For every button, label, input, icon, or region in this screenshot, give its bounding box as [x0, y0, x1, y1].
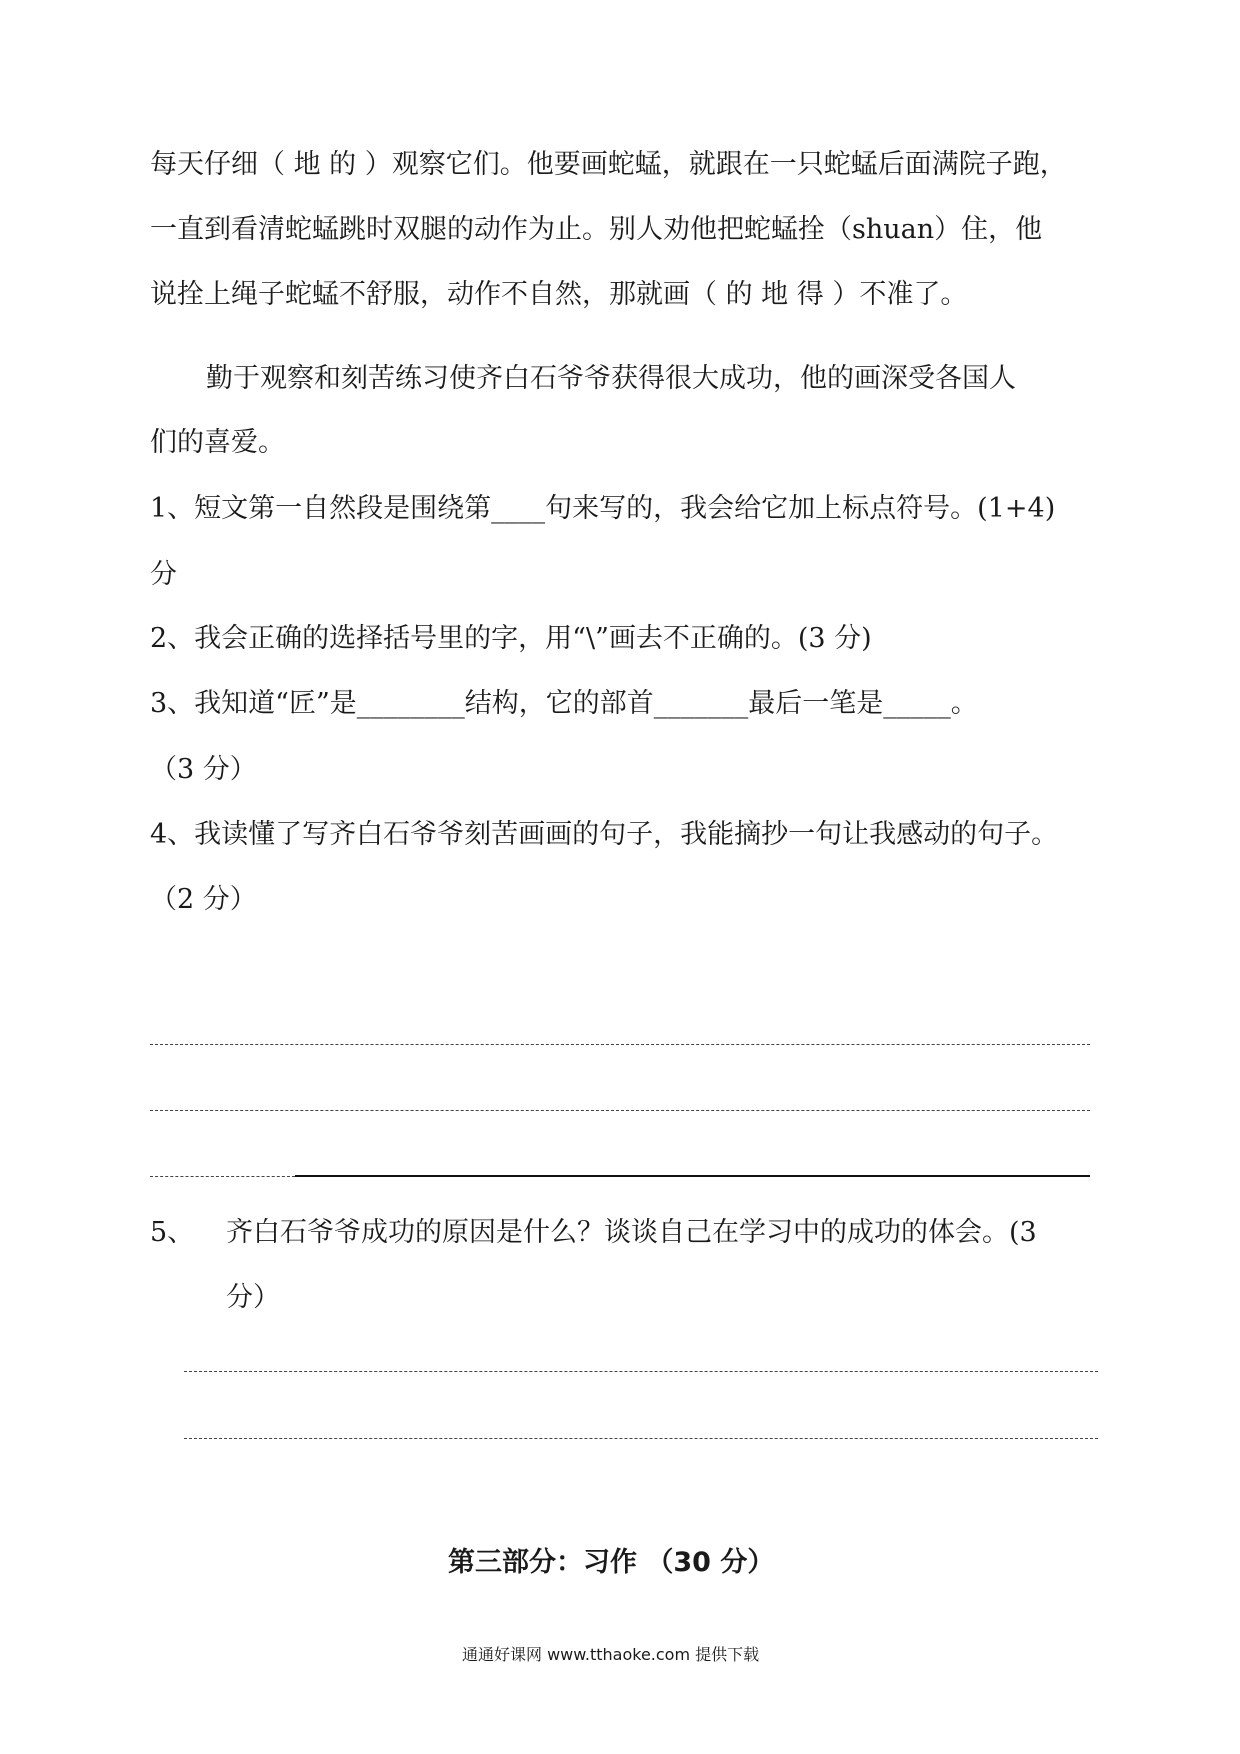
answer-line-q4-1[interactable]	[150, 1044, 1090, 1045]
question-1-line-1: 1、短文第一自然段是围绕第____句来写的，我会给它加上标点符号。(1+4)	[150, 493, 1056, 524]
question-5-line-1: 齐白石爷爷成功的原因是什么？谈谈自己在学习中的成功的体会。(3	[226, 1217, 1037, 1248]
answer-line-q4-2[interactable]	[150, 1110, 1090, 1111]
question-4-line-1: 4、我读懂了写齐白石爷爷刻苦画画的句子，我能摘抄一句让我感动的句子。	[150, 819, 1059, 850]
passage-line-1: 每天仔细（ 地 的 ）观察它们。他要画蛇蜢，就跟在一只蛇蜢后面满院子跑，	[150, 149, 1067, 180]
answer-line-q5-2[interactable]	[184, 1438, 1098, 1439]
passage-line-2: 一直到看清蛇蜢跳时双腿的动作为止。别人劝他把蛇蜢拴（shuan）住，他	[150, 214, 1043, 245]
question-2: 2、我会正确的选择括号里的字，用“\”画去不正确的。(3 分)	[150, 623, 872, 654]
question-3-line-2: （3 分）	[150, 754, 257, 785]
question-5-number: 5、	[150, 1217, 195, 1248]
answer-line-q4-3[interactable]	[295, 1175, 1090, 1177]
passage-line-3: 说拴上绳子蛇蜢不舒服，动作不自然，那就画（ 的 地 得 ）不准了。	[150, 279, 968, 310]
answer-line-q5-1[interactable]	[184, 1371, 1098, 1372]
section-heading: 第三部分：习作 （30 分）	[448, 1547, 775, 1578]
passage-paragraph-2-line-2: 们的喜爱。	[150, 427, 285, 458]
question-3-line-1: 3、我知道“匠”是________结构，它的部首_______最后一笔是_____。	[150, 688, 978, 719]
passage-paragraph-2-line-1: 勤于观察和刻苦练习使齐白石爷爷获得很大成功，他的画深受各国人	[206, 363, 1016, 394]
question-1-line-2: 分	[150, 559, 177, 590]
page-footer: 通通好课网 www.tthaoke.com 提供下载	[462, 1645, 760, 1664]
answer-line-q4-3-start[interactable]	[150, 1176, 295, 1177]
question-4-line-2: （2 分）	[150, 884, 257, 915]
question-5-line-2: 分）	[226, 1282, 280, 1313]
